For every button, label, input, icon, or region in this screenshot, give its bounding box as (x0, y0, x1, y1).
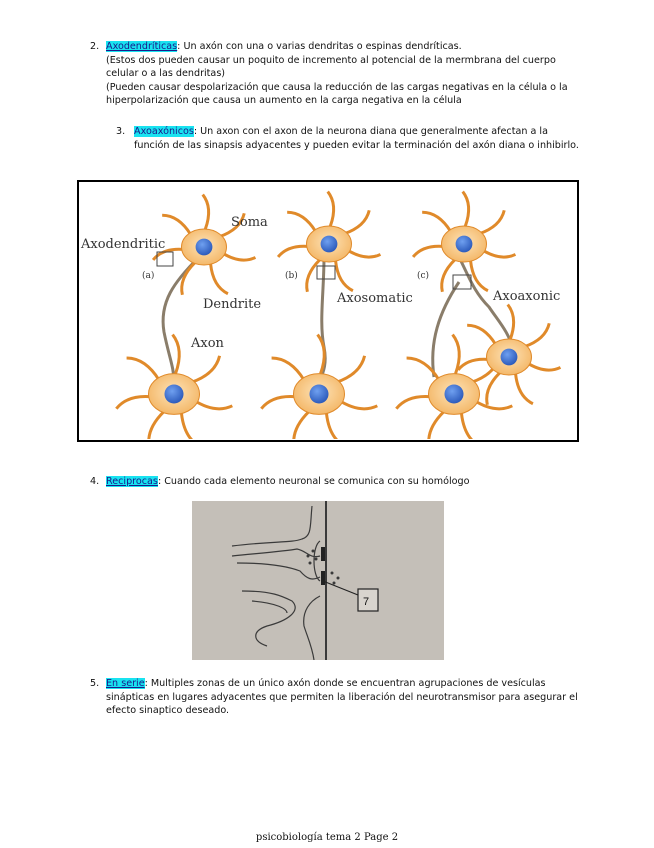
synapse-sketch (192, 501, 444, 660)
neuron-cell (153, 195, 255, 295)
definition-line: : Un axon con el axon de la neurona diana que generalmente afectan a la (193, 126, 548, 137)
label-b: (b) (285, 271, 298, 281)
definition-line: celular o a las dendritas) (106, 68, 226, 80)
label-a: (a) (142, 271, 155, 281)
list-number: 2. (90, 41, 100, 52)
definition-line: hiperpolarización que causa un aumento en la carga negativa en la célula (106, 95, 462, 107)
label-axodendritic: Axodendritic (81, 237, 166, 252)
neuron-illustration (79, 182, 576, 439)
list-number: 3. (116, 126, 126, 137)
label-dendrite: Dendrite (203, 297, 262, 312)
definition-line: efecto sinaptico deseado. (106, 705, 230, 717)
label-c: (c) (417, 271, 430, 281)
definition-line: : Un axón con una o varias dendritas o espinas dendríticas. (177, 41, 462, 52)
figure-number-label: 7 (363, 596, 370, 608)
term-en-serie: En serie (106, 678, 145, 689)
synapse-types-figure (77, 180, 579, 442)
label-soma: Soma (231, 215, 268, 230)
reciprocal-synapse-figure (192, 501, 444, 660)
definition-line: : Cuando cada elemento neuronal se comunica con su homólogo (157, 476, 470, 487)
list-number: 5. (90, 678, 100, 689)
definition-line: (Pueden causar despolarización que causa la reducción de las cargas negativas en la célula o la (106, 81, 568, 93)
label-axosomatic: Axosomatic (337, 291, 413, 306)
definition-line: función de las sinapsis adyacentes y pueden evitar la terminación del axón diana o inhibirlo. (134, 139, 579, 151)
term-axodendriticas: Axodendríticas (106, 41, 178, 52)
neuron-cell (261, 335, 377, 439)
label-axon: Axon (191, 336, 224, 351)
term-axoaxonicos: Axoaxónicos (134, 126, 194, 137)
definition-line: (Estos dos pueden causar un poquito de incremento al potencial de la mermbrana del cuerpo (106, 54, 556, 66)
definition-line: sinápticas en lugares adyacentes que permiten la liberación del neurotransmisor para asegurar el (106, 691, 578, 703)
label-axoaxonic: Axoaxonic (493, 289, 561, 304)
list-number: 4. (90, 476, 100, 487)
page-footer: psicobiología tema 2 Page 2 (255, 832, 399, 843)
definition-line: : Multiples zonas de un único axón donde se encuentran agrupaciones de vesículas (144, 678, 546, 689)
term-reciprocas: Reciprocas (106, 476, 158, 487)
